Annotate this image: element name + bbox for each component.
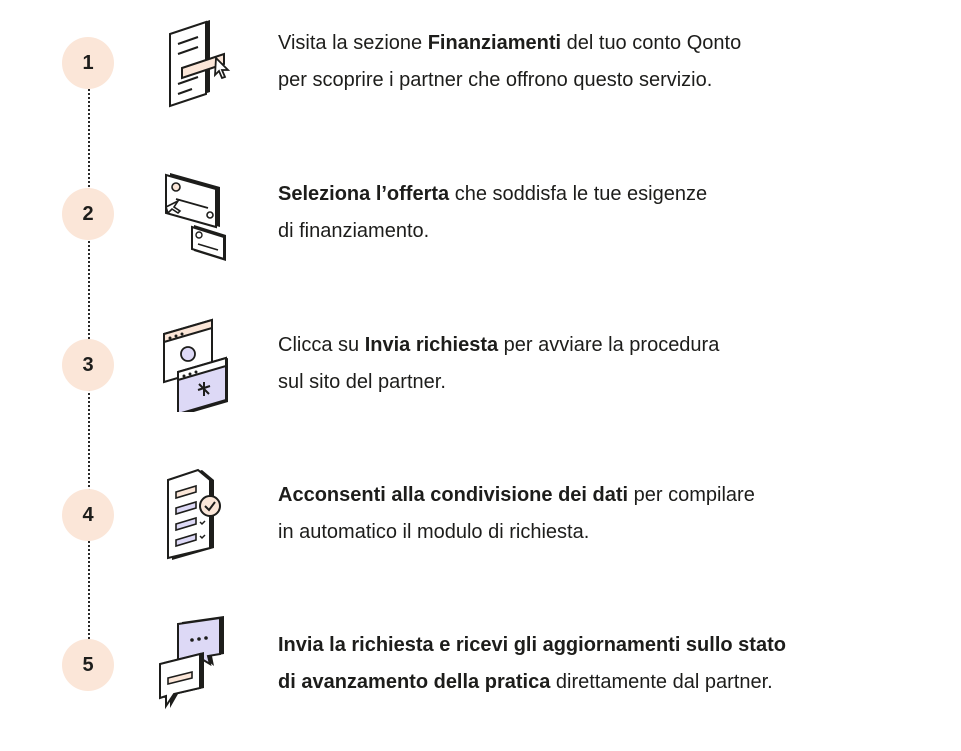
text-segment: di finanziamento. (278, 220, 430, 242)
text-segment-bold: Finanziamenti (427, 32, 562, 54)
step-3 (0, 310, 961, 420)
text-line (278, 664, 898, 701)
step-1 (0, 8, 961, 118)
text-line (278, 627, 898, 664)
chat-bubbles-icon (152, 614, 232, 710)
text-segment-bold: Invia richiesta (364, 334, 499, 356)
offer-cards-icon (152, 165, 232, 261)
document-cursor-icon (152, 14, 232, 110)
text-segment: del tuo conto Qonto (561, 32, 742, 54)
step-number: 3 (62, 339, 114, 391)
text-segment: Clicca su (278, 334, 365, 356)
text-line (278, 514, 898, 551)
text-segment: in automatico il modulo di richiesta. (278, 521, 590, 543)
step-number: 4 (62, 489, 114, 541)
step-number: 2 (62, 188, 114, 240)
step-text (278, 327, 898, 401)
browser-windows-icon (152, 316, 232, 412)
text-line (278, 62, 898, 99)
form-check-icon (152, 466, 232, 562)
step-text (278, 25, 898, 99)
text-line (278, 477, 898, 514)
text-line (278, 213, 898, 250)
text-segment: per scoprire i partner che offrono questo servizio. (278, 69, 713, 91)
text-line (278, 176, 898, 213)
step-text (278, 176, 898, 250)
step-text (278, 627, 898, 701)
text-line (278, 25, 898, 62)
step-5 (0, 610, 961, 720)
text-segment: direttamente dal partner. (550, 671, 773, 693)
text-segment: per avviare la procedura (498, 334, 720, 356)
text-line (278, 364, 898, 401)
text-segment: per compilare (628, 484, 755, 506)
text-segment-bold: Acconsenti alla condivisione dei dati (278, 484, 629, 506)
step-2 (0, 159, 961, 269)
text-segment: che soddisfa le tue esigenze (449, 183, 708, 205)
text-segment: Visita la sezione (278, 32, 428, 54)
text-segment: sul sito del partner. (278, 371, 446, 393)
text-segment-bold: Seleziona l’offerta (278, 183, 450, 205)
step-4 (0, 460, 961, 570)
text-segment-bold: Invia la richiesta e ricevi gli aggiornamenti sullo stato (278, 634, 786, 656)
step-text (278, 477, 898, 551)
step-number: 1 (62, 37, 114, 89)
text-line (278, 327, 898, 364)
step-number: 5 (62, 639, 114, 691)
text-segment-bold: di avanzamento della pratica (278, 671, 551, 693)
